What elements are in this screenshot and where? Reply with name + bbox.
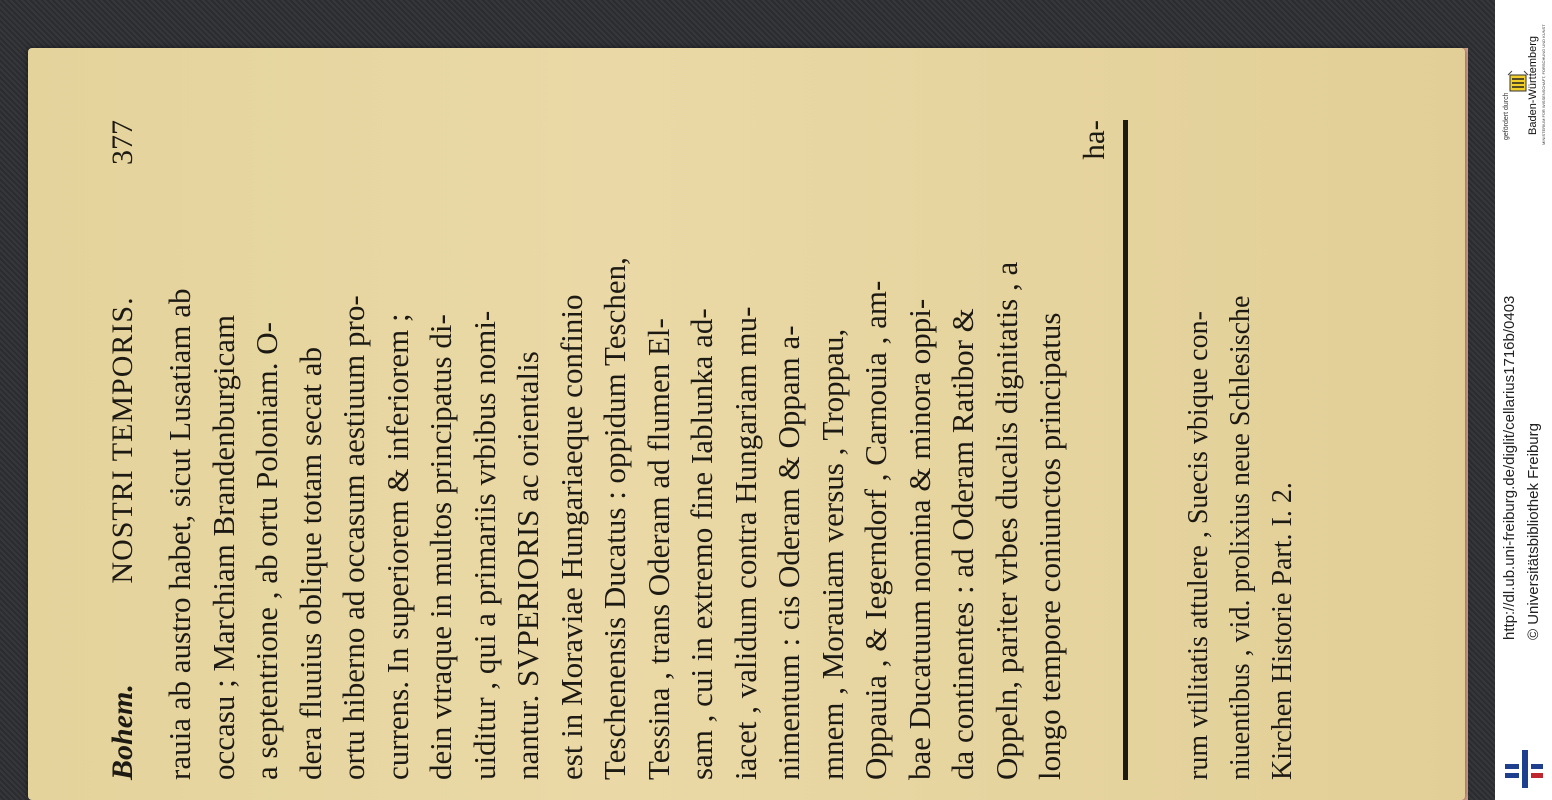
text-line: sam , cui in extremo fine Iablunka ad- [684,308,719,780]
footnote-rule [1123,120,1128,780]
running-title: NOSTRI TEMPORIS. [106,296,139,584]
text-line: iacet , validum contra Hungariam mu- [727,306,763,780]
university-library-logo-icon[interactable] [1503,748,1545,790]
text-line: nantur. SVPERIORIS ac orientalis [510,351,545,780]
footnote-line: rum vtilitatis attulere , Suecis vbique con- [1183,311,1214,780]
footnote-line: Kirchen Historie Part. I. 2. [1267,482,1298,780]
text-line: Teschenensis Ducatus : oppidum Teschen, [597,257,632,780]
sidebar-rotated [1495,0,1552,800]
text-line: Tessina , trans Oderam ad flumen El- [640,318,676,780]
text-line: dera fluuius oblique totam secat ab [292,346,328,780]
text-line: uiditur , qui a primariis vrbibus nomi- [466,310,502,780]
library-sidebar [1495,0,1552,800]
text-line: occasu ; Marchiam Brandenburgicam [205,314,241,780]
text-line: currens. In superiorem & inferiorem ; [379,313,415,780]
ministry-name: MINISTERIUM FÜR WISSENSCHAFT, FORSCHUNG UND KUNST [1541,24,1546,145]
text-line: Oppeln, pariter vrbes ducalis dignitatis , a [988,261,1024,780]
copyright-notice: © Universitätsbibliothek Freiburg [1525,423,1542,640]
text-line: nimentum : cis Oderam & Oppam a- [771,325,806,780]
text-line: rauia ab austro habet, sicut Lusatiam ab [162,288,197,780]
text-line: a septentrione , ab ortu Poloniam. O- [249,321,284,780]
baden-wuerttemberg-logo-icon [1506,70,1530,96]
permalink-url[interactable]: http://dl.ub.uni-freiburg.de/diglit/cellarius1716b/0403 [1501,295,1518,640]
page-number: 377 [106,120,139,165]
footnote-line: niuentibus , vid. prolixius neue Schlesische [1225,295,1256,780]
rotated-text-block [68,96,1468,800]
body-text [158,100,1115,780]
text-line: est in Moraviae Hungariaeque confinio [553,294,589,780]
text-line: longo tempore coniunctos principatus [1032,312,1067,780]
text-line: mnem , Morauiam versus , Troppau, [814,328,850,780]
funded-by-label: gefördert durch [1503,92,1510,140]
header-left: Bohem. [106,684,139,780]
text-line: dein vtraque in multos principatus di- [423,314,458,780]
book-page [28,48,1465,800]
sponsor-name: Baden-Württemberg [1527,35,1539,135]
text-line: ha- [1075,120,1111,160]
text-line: Oppauia , & Iegerndorf , Carnouia , am- [858,280,893,780]
text-line: da continentes : ad Oderam Ratibor & [945,308,980,780]
text-line: ortu hiberno ad occasum aestiuum pro- [336,295,371,780]
text-line: bae Ducatuum nomina & minora oppi- [901,298,937,780]
footnote [1178,100,1304,780]
page-header [106,100,146,780]
